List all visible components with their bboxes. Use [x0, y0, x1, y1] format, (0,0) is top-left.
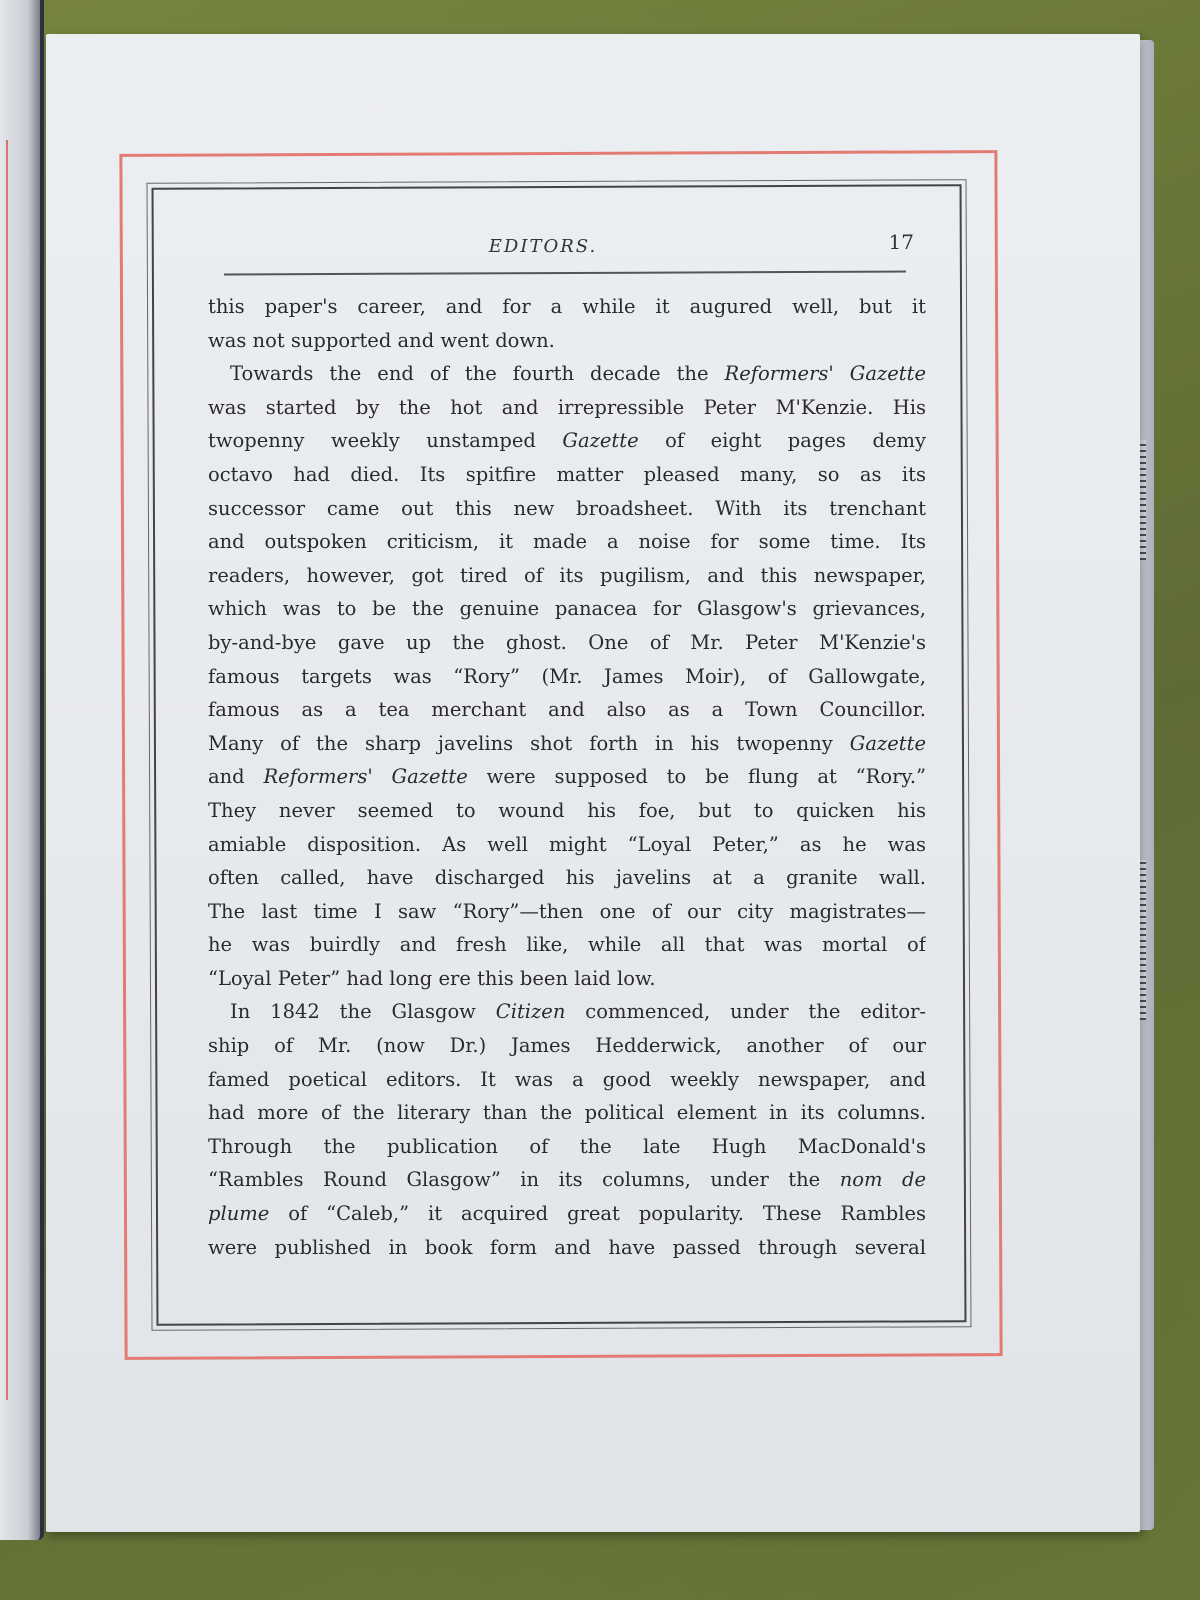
- text-line: Towards the end of the fourth decade the Reformers' Gazette: [230, 362, 926, 386]
- text-line: amiable disposition. As well might “Loyal Peter,” as he was: [208, 832, 926, 856]
- text-line: “Loyal Peter” had long ere this been laid low.: [208, 966, 656, 990]
- text-line: Many of the sharp javelins shot forth in his twopenny Gazette: [208, 731, 926, 755]
- text-line: “Rambles Round Glasgow” in its columns, under the nom de: [208, 1168, 926, 1192]
- left-page-red-rule: [6, 140, 8, 1400]
- text-line: often called, have discharged his javelins at a granite wall.: [208, 866, 926, 890]
- text-line: famed poetical editors. It was a good weekly newspaper, and: [208, 1067, 926, 1091]
- text-line: and Reformers' Gazette were supposed to be flung at “Rory.”: [208, 765, 926, 789]
- text-line: by-and-bye gave up the ghost. One of Mr. Peter M'Kenzie's: [208, 630, 926, 654]
- left-page-edge: [0, 0, 44, 1540]
- text-line: and outspoken criticism, it made a noise for some time. Its: [208, 530, 926, 554]
- text-line: readers, however, got tired of its pugilism, and this newspaper,: [208, 563, 926, 587]
- text-line: he was buirdly and fresh like, while all that was mortal of: [208, 933, 926, 957]
- text-line: plume of “Caleb,” it acquired great popularity. These Rambles: [208, 1202, 926, 1226]
- book-page: [46, 34, 1140, 1532]
- text-line: famous as a tea merchant and also as a Town Councillor.: [208, 698, 926, 722]
- running-head: [172, 230, 914, 264]
- body-text: [208, 290, 926, 1264]
- text-line: octavo had died. Its spitfire matter pleased many, so as its: [208, 462, 926, 486]
- text-line: In 1842 the Glasgow Citizen commenced, under the editor-: [230, 1000, 926, 1024]
- text-line: Through the publication of the late Hugh MacDonald's: [208, 1134, 926, 1158]
- text-line: successor came out this new broadsheet. With its trenchant: [208, 496, 926, 520]
- text-line: ship of Mr. (now Dr.) James Hedderwick, another of our: [208, 1034, 926, 1058]
- text-line: twopenny weekly unstamped Gazette of eight pages demy: [208, 429, 926, 453]
- text-line: this paper's career, and for a while it augured well, but it: [208, 295, 926, 318]
- text-line: famous targets was “Rory” (Mr. James Moir), of Gallowgate,: [208, 664, 926, 688]
- text-line: The last time I saw “Rory”—then one of our city magistrates—: [208, 899, 926, 923]
- text-line: which was to be the genuine panacea for Glasgow's grievances,: [208, 597, 926, 621]
- text-line: had more of the literary than the political element in its columns.: [208, 1101, 926, 1125]
- section-title: EDITORS.: [488, 236, 598, 257]
- text-line: was started by the hot and irrepressible Peter M'Kenzie. His: [208, 395, 926, 419]
- page-number: 17: [888, 230, 914, 254]
- text-line: were published in book form and have passed through several: [208, 1235, 926, 1259]
- text-line: They never seemed to wound his foe, but to quicken his: [208, 798, 926, 822]
- text-line: was not supported and went down.: [208, 328, 555, 352]
